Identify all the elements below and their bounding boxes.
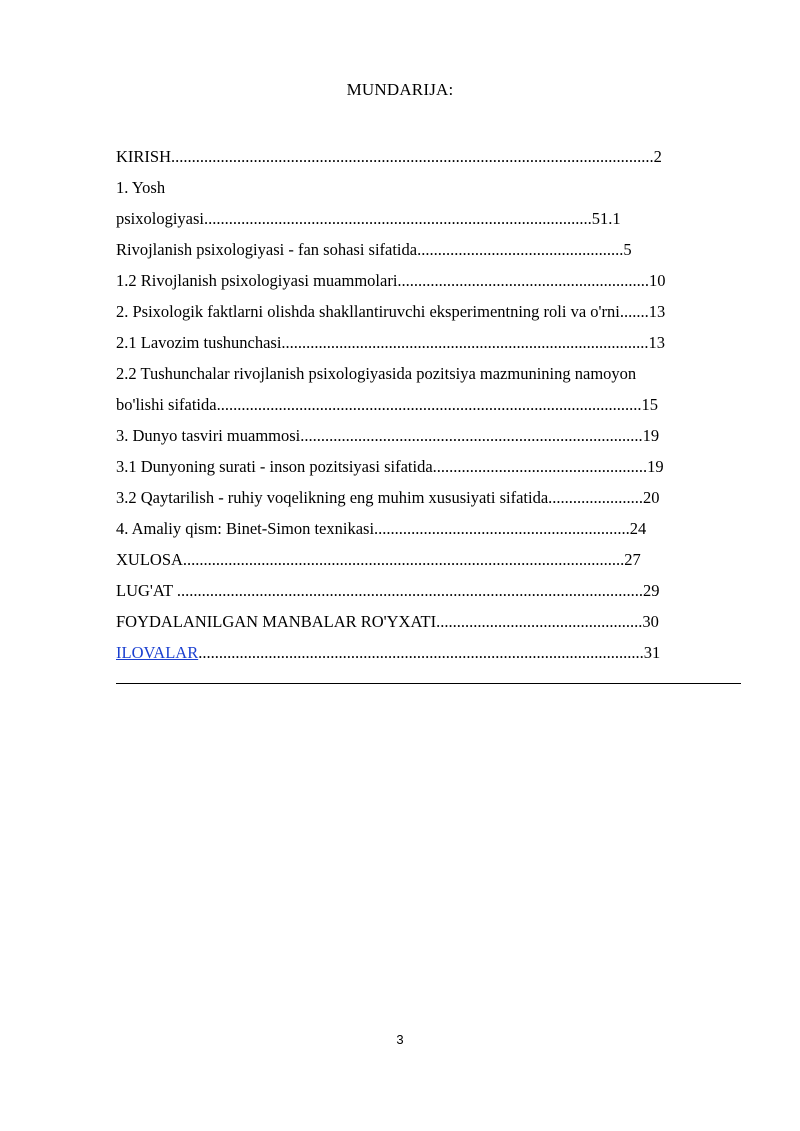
page-title: MUNDARIJA: [346, 80, 454, 99]
toc-entry-lugat[interactable]: LUG'AT .................................................................................................................29 [116, 581, 660, 600]
toc-bottom-rule [116, 683, 741, 684]
ilovalar-leader: ............................................................................................................31 [198, 643, 661, 662]
toc-entry-2-2-cont[interactable]: bo'lishi sifatida.......................................................................................................15 [116, 395, 658, 414]
ilovalar-link-label[interactable]: ILOVALAR [116, 643, 199, 662]
toc-entry-kirish[interactable]: KIRISH.....................................................................................................................2 [116, 147, 662, 166]
toc-entry-2-2[interactable]: 2.2 Tushunchalar rivojlanish psixologiyasida pozitsiya mazmunining namoyon [116, 364, 637, 383]
toc-entry-yosh[interactable]: 1. Yosh [116, 178, 166, 197]
toc-entry-3[interactable]: 3. Dunyo tasviri muammosi...................................................................................19 [116, 426, 660, 445]
toc-entry-2-1[interactable]: 2.1 Lavozim tushunchasi.........................................................................................13 [116, 333, 666, 352]
toc-entry-4[interactable]: 4. Amaliy qism: Binet-Simon texnikasi..............................................................24 [116, 519, 647, 538]
toc-entry-manbalar[interactable]: FOYDALANILGAN MANBALAR RO'YXATI..................................................30 [116, 612, 659, 631]
toc-entry-rivojlanish[interactable]: Rivojlanish psixologiyasi - fan sohasi sifatida..................................................5 [116, 240, 632, 259]
toc-entry-3-1[interactable]: 3.1 Dunyoning surati - inson pozitsiyasi sifatida....................................................19 [116, 457, 664, 476]
toc-entry-2[interactable]: 2. Psixologik faktlarni olishda shakllantiruvchi eksperimentning roli va o'rni.......13 [116, 302, 666, 321]
toc-entry-3-2[interactable]: 3.2 Qaytarilish - ruhiy voqelikning eng muhim xususiyati sifatida.......................20 [116, 488, 660, 507]
toc-entry-psixologiyasi[interactable]: psixologiyasi..............................................................................................51.1 [116, 209, 621, 228]
table-of-contents [116, 146, 746, 673]
toc-entry-ilovalar-link[interactable] [116, 642, 746, 663]
toc-entry-xulosa[interactable]: XULOSA...........................................................................................................27 [116, 550, 641, 569]
toc-entry-1-2[interactable]: 1.2 Rivojlanish psixologiyasi muammolari.............................................................10 [116, 271, 666, 290]
page-number: 3 [396, 1032, 404, 1047]
